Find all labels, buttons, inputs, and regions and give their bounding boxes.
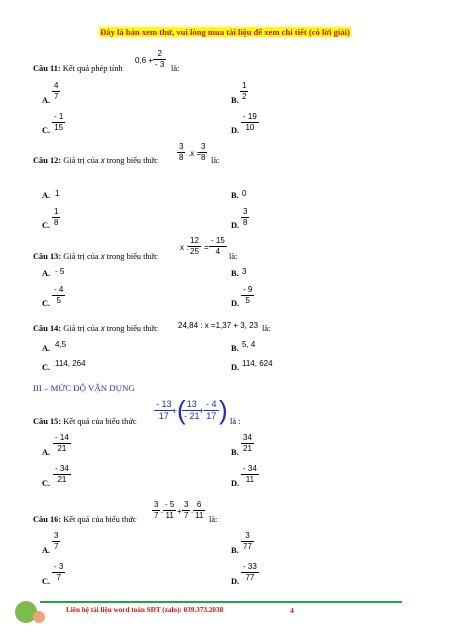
q12-option-d-value: 3 8 — [243, 207, 248, 227]
question-14: Câu 14: Giá trị của x trong biểu thức — [33, 324, 158, 333]
section-heading: III – MỨC ĐỘ VẬN DỤNG — [33, 383, 135, 393]
q12-option-a-label[interactable]: A. — [42, 191, 51, 200]
page-number: 4 — [290, 606, 294, 615]
question-13: Câu 13: Giá trị của x trong biểu thức — [33, 252, 158, 261]
q12-option-a-value: 1 — [55, 189, 60, 198]
q11-expr-fraction: 2 - 3 — [155, 49, 165, 69]
question-11: Câu 11: Kết quả phép tính — [33, 64, 123, 73]
q12-option-c-value: 1 8 — [54, 207, 59, 227]
q15-left-paren-icon: ( — [177, 395, 186, 425]
q14-option-a-label[interactable]: A. — [42, 344, 51, 353]
q15-expr-fraction-1: - 13 17 — [156, 399, 172, 421]
q13-option-b-label[interactable]: B. — [231, 269, 239, 278]
q11-option-d-label[interactable]: D. — [231, 126, 240, 135]
q13-expr-fraction-1: 12 25 — [190, 236, 199, 256]
q16-option-b-label[interactable]: B. — [231, 546, 239, 555]
q15-expr-fraction-3: - 4 17 — [206, 399, 217, 421]
q13-option-b-value: 3 — [242, 267, 247, 276]
q16-option-d-value: - 33 77 — [243, 562, 257, 582]
question-16: Câu 16: Kết quả của biểu thức — [33, 515, 137, 524]
q11-option-d-value: - 19 10 — [243, 112, 257, 132]
q13-expr-mid: = — [204, 243, 209, 252]
q11-option-a-label[interactable]: A. — [42, 96, 51, 105]
q14-expr: 24,84 : x =1,37 + 3, 23 — [178, 321, 259, 330]
q15-suffix: là : — [230, 417, 241, 426]
q12-option-c-label[interactable]: C. — [42, 221, 51, 230]
q12-expr-mid: .x = — [188, 149, 202, 158]
q15-option-b-value: 34 21 — [243, 433, 252, 453]
q15-option-b-label[interactable]: B. — [231, 448, 239, 457]
q11-suffix: là: — [171, 64, 180, 73]
q15-right-paren-icon: ) — [219, 395, 228, 425]
q11-option-c-label[interactable]: C. — [42, 126, 51, 135]
q13-option-a-label[interactable]: A. — [42, 269, 51, 278]
q11-option-a-value: 4 7 — [54, 81, 59, 101]
footer-contact: Liên hệ tài liệu word toán SĐT (zalo): 039.373.2038 — [66, 606, 224, 614]
q14-option-c-value: 114, 264 — [55, 359, 86, 368]
q14-option-b-value: 5, 4 — [242, 340, 256, 349]
q16-expr-fraction-1: 3 7 — [154, 500, 159, 520]
q15-expr-op1: + — [172, 406, 178, 416]
q12-expr-fraction-2: 3 8 — [201, 142, 206, 162]
q16-option-d-label[interactable]: D. — [231, 577, 240, 586]
question-15: Câu 15: Kết quả của biểu thức — [33, 417, 137, 426]
q15-option-d-value: - 34 11 — [243, 464, 257, 484]
q13-expr-fraction-2: - 15 4 — [211, 236, 225, 256]
q14-option-c-label[interactable]: C. — [42, 363, 51, 372]
q16-expr-op: + — [177, 507, 182, 516]
q15-option-d-label[interactable]: D. — [231, 479, 240, 488]
q16-option-c-label[interactable]: C. — [42, 577, 51, 586]
q11-option-b-label[interactable]: B. — [231, 96, 239, 105]
q11-option-c-value: - 1 15 — [54, 112, 64, 132]
q12-option-b-label[interactable]: B. — [231, 191, 239, 200]
q16-expr-dot1: . — [161, 506, 164, 515]
q15-option-a-label[interactable]: A. — [42, 448, 51, 457]
q12-option-b-value: 0 — [242, 189, 247, 198]
q13-expr-left: x : — [180, 243, 189, 252]
q16-option-a-label[interactable]: A. — [42, 546, 51, 555]
q13-option-d-label[interactable]: D. — [231, 299, 240, 308]
q15-option-c-value: - 34 21 — [55, 464, 69, 484]
q16-option-a-value: 3 7 — [54, 531, 59, 551]
q11-expr-left: 0,6 + — [135, 56, 154, 65]
q16-suffix: là: — [209, 515, 218, 524]
q12-option-d-label[interactable]: D. — [231, 221, 240, 230]
q16-option-b-value: 3 77 — [243, 531, 252, 551]
q14-option-d-label[interactable]: D. — [231, 363, 240, 372]
preview-banner: Đây là bản xem thử, vui lòng mua tài liệu để xem chi tiết (có lời giải) — [100, 27, 350, 37]
q13-suffix: là: — [229, 252, 238, 261]
q13-option-c-value: - 4 5 — [54, 285, 64, 305]
q15-expr-fraction-2: 13 - 21 — [184, 399, 200, 421]
q14-option-d-value: 114, 624 — [242, 359, 273, 368]
q16-expr-fraction-2: - 5 11 — [165, 500, 175, 520]
q16-option-c-value: - 3 7 — [54, 562, 64, 582]
q14-suffix: là: — [262, 324, 271, 333]
q16-expr-fraction-4: 6 11 — [195, 500, 204, 520]
q12-suffix: là: — [211, 156, 220, 165]
q14-option-b-label[interactable]: B. — [231, 344, 239, 353]
q16-expr-dot2: . — [191, 506, 194, 515]
question-12: Câu 12: Giá trị của x trong biểu thức — [33, 156, 158, 165]
q16-expr-fraction-3: 3 7 — [184, 500, 189, 520]
q15-option-a-value: - 14 21 — [55, 433, 69, 453]
q13-option-c-label[interactable]: C. — [42, 299, 51, 308]
q15-expr-op2: + — [199, 406, 205, 416]
q14-option-a-value: 4,5 — [55, 340, 67, 349]
q15-option-c-label[interactable]: C. — [42, 479, 51, 488]
q11-option-b-value: 1 2 — [242, 81, 247, 101]
footer-divider — [40, 601, 402, 603]
q12-expr-fraction-1: 3 8 — [179, 142, 184, 162]
q13-option-d-value: - 9 5 — [243, 285, 253, 305]
q13-option-a-value: - 5 — [55, 267, 65, 276]
footer-logo-dot-icon — [33, 611, 45, 623]
